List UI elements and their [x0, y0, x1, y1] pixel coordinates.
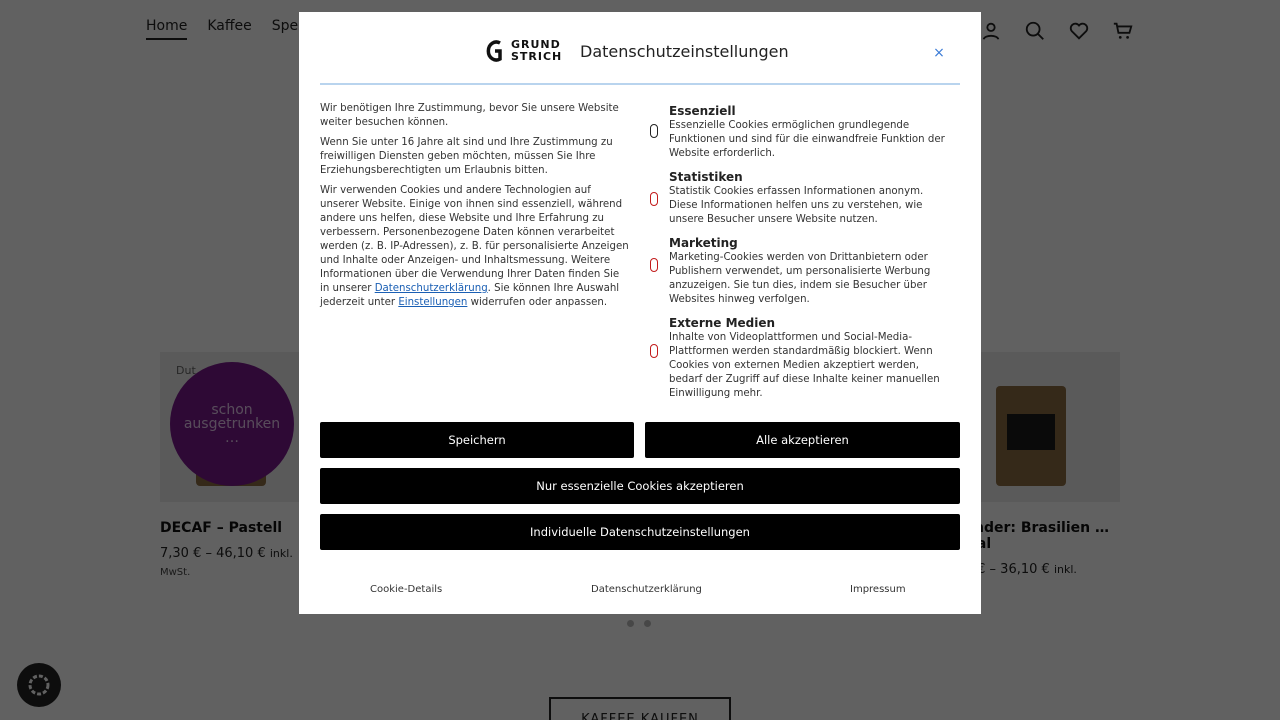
essential-checkbox[interactable] [650, 124, 658, 138]
category-title: Externe Medien [669, 316, 776, 330]
category-description: Statistik Cookies erfassen Informationen anonym. Diese Informationen helfen uns zu verstehen, wie unsere Besucher unsere Website nutzen. [669, 186, 924, 225]
intro-text-c: widerrufen oder anpassen. [467, 297, 608, 308]
intro-paragraph-3 [320, 184, 630, 310]
logo-line-1: GRUND [511, 38, 561, 52]
logo-mark-icon [485, 38, 505, 64]
intro-text-b: . Sie können Ihre Auswahl jederzeit unter [320, 283, 620, 308]
brand-logo [485, 38, 562, 64]
header-divider [320, 83, 960, 85]
privacy-policy-link[interactable]: Datenschutzerklärung [374, 283, 488, 294]
intro-paragraph-1: Wir benötigen Ihre Zustimmung, bevor Sie unsere Website weiter besuchen können. [320, 103, 619, 128]
individual-settings-button[interactable]: Individuelle Datenschutzeinstellungen [320, 514, 960, 550]
category-external-media [645, 316, 955, 401]
save-button[interactable]: Speichern [320, 422, 634, 458]
consent-intro [320, 102, 630, 316]
intro-paragraph-2: Wenn Sie unter 16 Jahre alt sind und Ihre Zustimmung zu freiwilligen Diensten geben möchten, müssen Sie Ihre Erziehungsberechtigten um Erlaubnis bitten. [320, 137, 613, 176]
cookie-categories [645, 104, 955, 410]
intro-text-a: Wir verwenden Cookies und andere Technologien auf unserer Website. Einige von ihnen sind essenziell, während andere uns helfen, diese Website und Ihre Erfahrung zu verbessern. Personenbezogene Daten können verarbeitet werden (z. B. IP-Adressen), z. B. für personalisierte Anzeigen und Inhalte oder Anzeigen- und Inhaltsmessung. Weitere Informationen über die Verwendung Ihrer Daten finden Sie in unserer [320, 185, 629, 294]
settings-link[interactable]: Einstellungen [398, 297, 468, 308]
close-button[interactable]: × [933, 45, 945, 61]
imprint-link[interactable]: Impressum [850, 584, 906, 595]
dialog-header [320, 36, 960, 86]
logo-line-2: STRICH [511, 50, 563, 63]
cookie-details-link[interactable]: Cookie-Details [370, 584, 443, 595]
statistics-checkbox[interactable] [650, 192, 658, 206]
category-essential [645, 104, 955, 161]
marketing-checkbox[interactable] [650, 258, 658, 272]
dialog-title: Datenschutzeinstellungen [580, 42, 789, 61]
privacy-policy-footer-link[interactable]: Datenschutzerklärung [591, 584, 702, 595]
privacy-settings-dialog [299, 12, 981, 614]
category-description: Essenzielle Cookies ermöglichen grundlegende Funktionen und sind für die einwandfreie Funktion der Website erforderlich. [669, 120, 945, 159]
category-title: Statistiken [669, 170, 743, 184]
accept-all-button[interactable]: Alle akzeptieren [645, 422, 960, 458]
logo-text [511, 39, 562, 62]
external-media-checkbox[interactable] [650, 344, 658, 358]
category-description: Inhalte von Videoplattformen und Social-Media-Plattformen werden standardmäßig blockiert. Wenn Cookies von externen Medien akzeptiert werden, bedarf der Zugriff auf diese Inhalte keiner manuellen Einwilligung mehr. [669, 332, 940, 399]
category-title: Marketing [669, 236, 738, 250]
category-marketing [645, 236, 955, 307]
category-title: Essenziell [669, 104, 736, 118]
category-description: Marketing-Cookies werden von Drittanbietern oder Publishern verwendet, um personalisierte Werbung anzuzeigen. Sie tun dies, indem sie Besucher über Websites hinweg verfolgen. [669, 252, 931, 305]
category-statistics [645, 170, 955, 227]
accept-essential-button[interactable]: Nur essenzielle Cookies akzeptieren [320, 468, 960, 504]
